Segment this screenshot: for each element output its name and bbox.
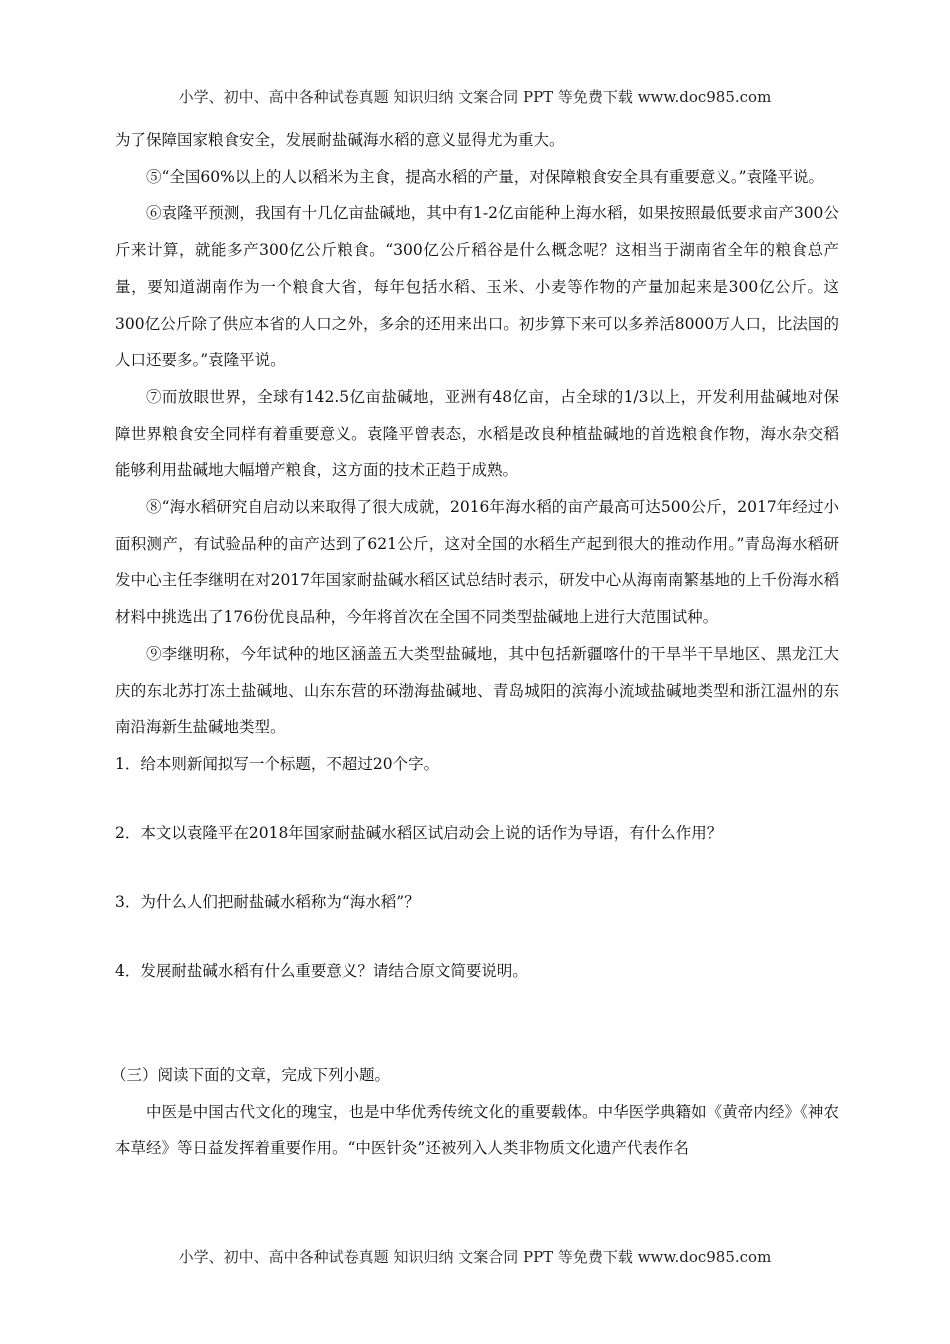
page-content — [111, 122, 839, 1167]
page-footer: 小学、初中、高中各种试卷真题 知识归纳 文案合同 PPT 等免费下载 www.doc985.com — [178, 1248, 772, 1266]
section-3-title: （三）阅读下面的文章，完成下列小题。 — [111, 1065, 391, 1084]
question-1: 1．给本则新闻拟写一个标题，不超过20个字。 — [115, 754, 440, 773]
question-3: 3．为什么人们把耐盐碱水稻称为“海水稻”？ — [115, 892, 420, 911]
section-3-paragraph-1: 中医是中国古代文化的瑰宝，也是中华优秀传统文化的重要载体。中华医学典籍如《黄帝内经》《神农本草经》等日益发挥着重要作用。“中医针灸”还被列入人类非物质文化遗产代表作名 — [115, 1102, 839, 1158]
article-paragraph-7: ⑦而放眼世界，全球有142.5亿亩盐碱地，亚洲有48亿亩，占全球的1/3以上，开发利用盐碱地对保障世界粮食安全同样有着重要意义。袁隆平曾表态，水稻是改良种植盐碱地的首选粮食作物，海水杂交稻能够利用盐碱地大幅增产粮食，这方面的技术正趋于成熟。 — [115, 387, 839, 480]
article-paragraph-9: ⑨李继明称，今年试种的地区涵盖五大类型盐碱地，其中包括新疆喀什的干旱半干旱地区、黑龙江大庆的东北苏打冻土盐碱地、山东东营的环渤海盐碱地、青岛城阳的滨海小流域盐碱地类型和浙江温州的东南沿海新生盐碱地类型。 — [115, 644, 839, 737]
article-paragraph-6: ⑥袁隆平预测，我国有十几亿亩盐碱地，其中有1-2亿亩能种上海水稻，如果按照最低要求亩产300公斤来计算，就能多产300亿公斤粮食。“300亿公斤稻谷是什么概念呢？这相当于湖南省全年的粮食总产量，要知道湖南作为一个粮食大省，每年包括水稻、玉米、小麦等作物的产量加起来是300亿公斤。这300亿公斤除了供应本省的人口之外，多余的还用来出口。初步算下来可以多养活8000万人口，比法国的人口还要多。”袁隆平说。 — [115, 204, 839, 370]
page-header: 小学、初中、高中各种试卷真题 知识归纳 文案合同 PPT 等免费下载 www.doc985.com — [178, 88, 772, 106]
question-2: 2．本文以袁隆平在2018年国家耐盐碱水稻区试启动会上说的话作为导语，有什么作用？ — [115, 823, 723, 842]
question-4: 4．发展耐盐碱水稻有什么重要意义？请结合原文简要说明。 — [115, 961, 528, 980]
article-paragraph-5: ⑤“全国60%以上的人以稻米为主食，提高水稻的产量，对保障粮食安全具有重要意义。”袁隆平说。 — [146, 167, 825, 186]
article-paragraph-8: ⑧“海水稻研究自启动以来取得了很大成就，2016年海水稻的亩产最高可达500公斤，2017年经过小面积测产，有试验品种的亩产达到了621公斤，这对全国的水稻生产起到很大的推动作用。”青岛海水稻研发中心主任李继明在对2017年国家耐盐碱水稻区试总结时表示，研发中心从海南南繁基地的上千份海水稻材料中挑选出了176份优良品种，今年将首次在全国不同类型盐碱地上进行大范围试种。 — [115, 498, 839, 627]
article-continuation: 为了保障国家粮食安全，发展耐盐碱海水稻的意义显得尤为重大。 — [115, 131, 565, 149]
